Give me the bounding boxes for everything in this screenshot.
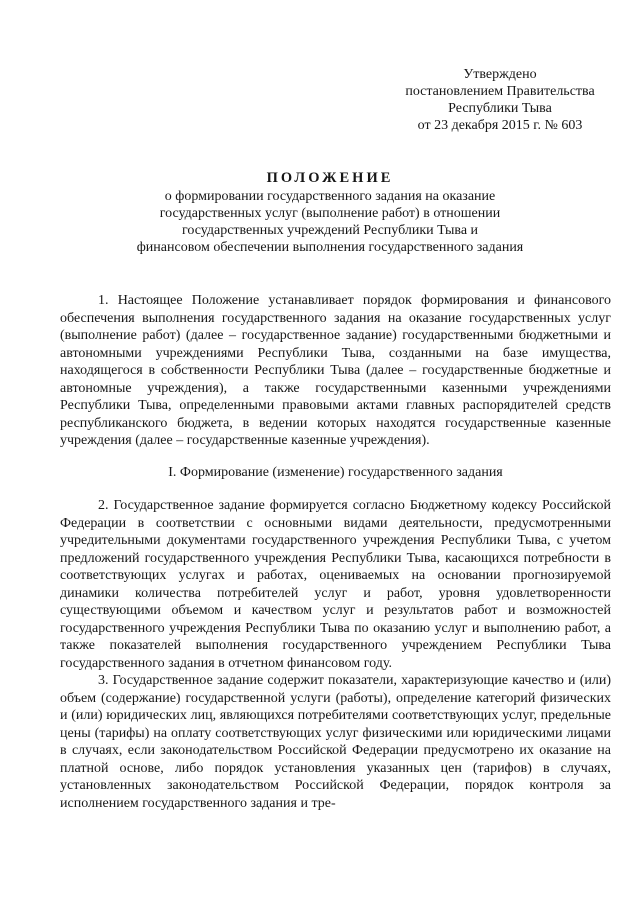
document-title-block xyxy=(60,170,600,256)
approval-line-4: от 23 декабря 2015 г. № 603 xyxy=(417,118,583,133)
document-subtitle xyxy=(60,188,600,256)
document-title: ПОЛОЖЕНИЕ xyxy=(266,170,394,186)
document-body xyxy=(60,292,611,812)
section-heading-1: I. Формирование (изменение) государственного задания xyxy=(168,464,503,480)
approval-stamp xyxy=(380,66,620,134)
paragraph-1: 1. Настоящее Положение устанавливает порядок формирования и финансового обеспечения выполнения государственного задания на оказание государственных услуг (выполнение работ) (далее – государственное задание) государственными бюджетными и автономными учреждениями Республики Тыва, созданными на базе имущества, находящегося в собственности Республики Тыва (далее – государственные бюджетные и автономные учреждения), а также государственными казенными учреждениями Республики Тыва, определенными правовыми актами главных распорядителей средств республиканского бюджета, в ведении которых находятся государственные казенные учреждения (далее – государственные казенные учреждения). xyxy=(60,293,611,448)
approval-line-2: постановлением Правительства xyxy=(405,84,595,99)
approval-line-1: Утверждено xyxy=(463,67,537,82)
approval-line-3: Республики Тыва xyxy=(448,101,552,116)
paragraph-2: 2. Государственное задание формируется согласно Бюджетному кодексу Российской Федерации в соответствии с основными видами деятельности, предусмотренными учредительными документами государственного учреждения Республики Тыва, с учетом предложений государственного учреждения Республики Тыва, касающихся потребности в соответствующих услугах и работах, оцениваемых на основании прогнозируемой динамики количества потребителей услуг и работ, уровня удовлетворенности существующими объемом и качеством услуг и результатов работ и возможностей государственного учреждения Республики Тыва по оказанию услуг и выполнению работ, а также показателей выполнения государственного учреждением Республики Тыва государственного задания в отчетном финансовом году. xyxy=(60,498,611,671)
subtitle-line-1: о формировании государственного задания на оказание xyxy=(164,189,496,204)
subtitle-line-4: финансовом обеспечении выполнения государственного задания xyxy=(136,240,524,255)
paragraph-3: 3. Государственное задание содержит показатели, характеризующие качество и (или) объем (содержание) государственной услуги (работы), определение категорий физических и (или) юридических лиц, являющихся потребителями соответствующих услуг, предельные цены (тарифы) на оплату соответствующих услуг физическими или юридическими лицами в случаях, если законодательством Российской Федерации предусмотрено их оказание на платной основе, либо порядок установления указанных цен (тарифов) в случаях, установленных законодательством Российской Федерации, порядок контроля за исполнением государственного задания и тре- xyxy=(60,673,611,811)
subtitle-line-2: государственных услуг (выполнение работ) в отношении xyxy=(159,206,501,221)
subtitle-line-3: государственных учреждений Республики Тыва и xyxy=(181,223,479,238)
